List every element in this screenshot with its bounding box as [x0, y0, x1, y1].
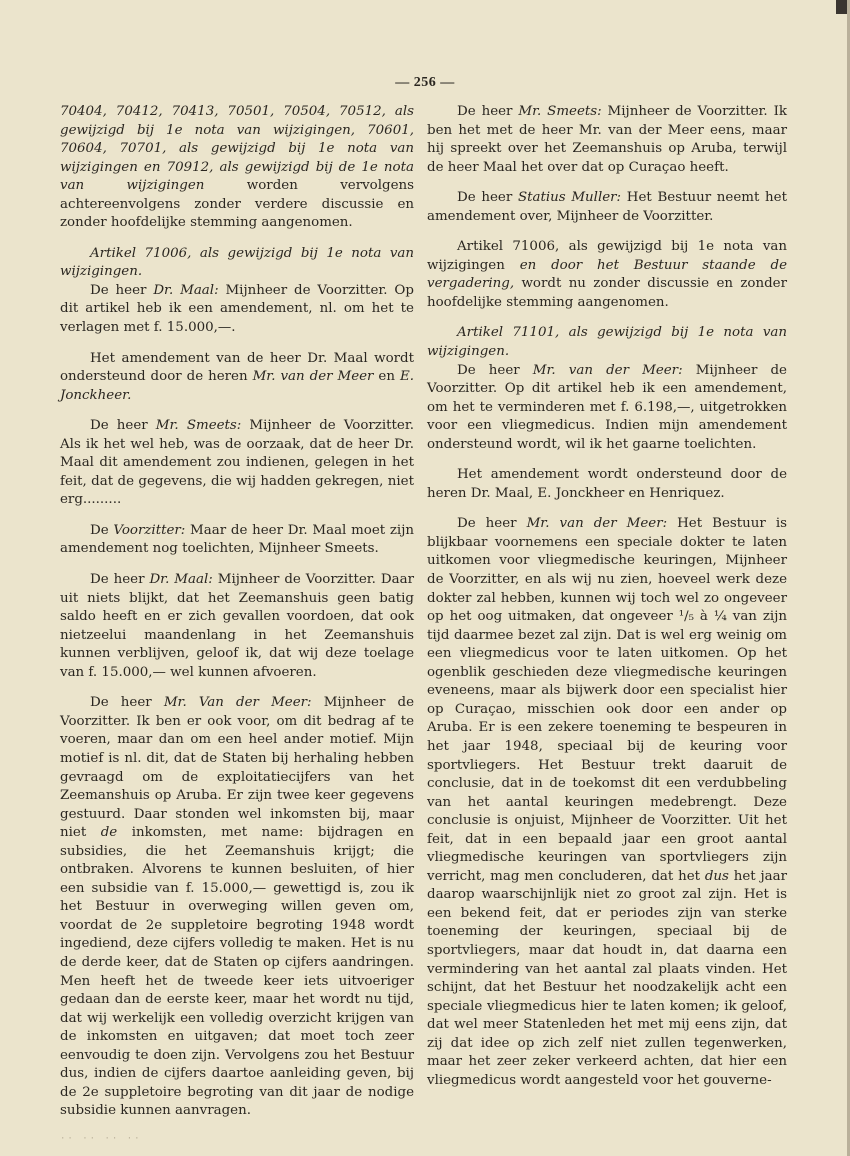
page-number: — 256 — [395, 75, 455, 90]
left-paragraph-8: De heer Mr. Van der Meer: Mijnheer de Voorzitter. Ik ben er ook voor, om dit bedrag af te voeren, maar dan om een heel ander motief. Mijn motief is nl. dit, dat de Staten bij herhaling hebben gevraagd om de exploitatiecijfers van het Zeemanshuis op Aruba. Er zijn twee keer gegevens gestuurd. Daar stonden wel inkomsten bij, maar niet de inkomsten, met name: bijdragen en subsidies, die het Zeemanshuis krijgt; die ontbraken. Alvorens te kunnen besluiten, of hier een subsidie van f. 15.000,— gewettigd is, zou ik het Bestuur in overweging willen geven om, voordat de 2e suppletoire begroting 1948 wordt ingediend, deze cijfers volledig te maken. Het is nu de derde keer, dat de Staten op cijfers aandringen. Men heeft het de tweede keer iets uitvoeriger gedaan dan de eerste keer, maar het wordt nu tijd, dat wij werkelijk een volledig overzicht krijgen van de inkomsten en uitgaven; dat moet toch zeer eenvoudig te doen zijn. Vervolgens zou het Bestuur dus, indien de cijfers daartoe aanleiding geven, bij de 2e suppletoire begroting van dit jaar de nodige subsidie kunnen aanvragen. [60, 695, 414, 1119]
left-paragraph-6: De Voorzitter: Maar de heer Dr. Maal moet zijn amendement nog toelichten, Mijnheer Smeets. [60, 522, 414, 557]
right-paragraph-6: Het amendement wordt ondersteund door de heren Dr. Maal, E. Jonckheer en Henriquez. [427, 467, 787, 501]
right-paragraph-7: De heer Mr. van der Meer: Het Bestuur is blijkbaar voornemens een speciale dokter te laten uitkomen voor vliegmedische keuringen, Mijnheer de Voorzitter, en als wij nu zien, hoeveel werk deze dokter zal hebben, kunnen wij toch wel zo ongeveer op het oog uitmaken, dat ongeveer ¹/₅ à ¼ van zijn tijd daarmee bezet zal zijn. Dat is wel erg weinig om een vliegmedicus voor te laten uitkomen. Op het ogenblik geschieden deze vliegmedische keuringen eveneens, maar als bijwerk door een specialist hier op Curaçao, misschien ook door een ander op Aruba. Er is een zekere toeneming te bespeuren in het jaar 1948, speciaal bij de keuring voor sportvliegers. Het Bestuur trekt daaruit de conclusie, dat in de toekomst dit een verdubbeling van het aantal keuringen medebrengt. Deze conclusie is onjuist, Mijnheer de Voorzitter. Uit het feit, dat in een bepaald jaar een groot aantal vliegmedische keuringen van sportvliegers zijn verricht, mag men concluderen, dat het dus het jaar daarop waarschijnlijk niet zo groot zal zijn. Het is een bekend feit, dat er periodes zijn van sterke toeneming der keuringen, speciaal bij de sportvliegers, maar dat houdt in, dat daarna een vermindering van het aantal zal plaats vinden. Het schijnt, dat het Bestuur het noodzakelijk acht een speciale vliegmedicus hier te laten komen; ik geloof, dat wel meer Statenleden het met mij eens zijn, dat zij dat idee op zich zelf niet zullen tegenwerken, maar het zeer zeker verkeerd achten, dat hier een vliegmedicus wordt aangesteld voor het gouverne- [427, 516, 787, 1088]
left-column [60, 103, 414, 1133]
left-paragraph-7: De heer Dr. Maal: Mijnheer de Voorzitter. Daar uit niets blijkt, dat het Zeemanshuis geen batig saldo heeft en er zich gevallen voordoen, dat ook nietzeelui maandenlang in het Zeemanshuis kunnen verblijven, geloof ik, dat wij deze toelage van f. 15.000,— wel kunnen afvoeren. [60, 572, 414, 680]
left-paragraph-5: De heer Mr. Smeets: Mijnheer de Voorzitter. Als ik het wel heb, was de oorzaak, dat de heer Dr. Maal dit amendement zou indienen, gelegen in het feit, dat de gegevens, die wij hadden gekregen, niet erg......... [60, 418, 414, 508]
right-paragraph-2: De heer Statius Muller: Het Bestuur neemt het amendement over, Mijnheer de Voorzitter. [427, 190, 787, 224]
right-paragraph-1: De heer Mr. Smeets: Mijnheer de Voorzitter. Ik ben het met de heer Mr. van der Meer eens, maar hij spreekt over het Zeemanshuis op Aruba, terwijl de heer Maal het over dat op Curaçao heeft. [427, 104, 787, 175]
left-paragraph-3: De heer Dr. Maal: Mijnheer de Voorzitter. Op dit artikel heb ik een amendement, nl. om het te verlagen met f. 15.000,—. [60, 282, 414, 336]
right-paragraph-4: Artikel 71101, als gewijzigd bij 1e nota van wijzigingen. [427, 325, 787, 360]
left-paragraph-4: Het amendement van de heer Dr. Maal wordt ondersteund door de heren Mr. van der Meer en E. Jonckheer. [60, 350, 415, 403]
right-column [427, 103, 787, 1102]
right-paragraph-5: De heer Mr. van der Meer: Mijnheer de Voorzitter. Op dit artikel heb ik een amendement, om het te verminderen met f. 6.198,—, uitgetrokken voor een vliegmedicus. Indien mijn amendement ondersteund wordt, wil ik het gaarne toelichten. [427, 362, 787, 452]
footer-stamp: ·· ·· ·· ·· [60, 1134, 142, 1144]
left-paragraph-2: Artikel 71006, als gewijzigd bij 1e nota van wijzigingen. [60, 245, 414, 280]
left-paragraph-1: 70404, 70412, 70413, 70501, 70504, 70512, als gewijzigd bij 1e nota van wijzigingen, 70601, 70604, 70701, als gewijzigd bij 1e nota van wijzigingen en 70912, als gewijzigd bij de 1e nota van wijzigingen worden vervolgens achtereenvolgens zonder verdere discussie en zonder hoofdelijke stemming aangenomen. [60, 104, 414, 231]
right-paragraph-3: Artikel 71006, als gewijzigd bij 1e nota van wijzigingen en door het Bestuur staande de vergadering, wordt nu zonder discussie en zonder hoofdelijke stemming aangenomen. [427, 239, 787, 310]
